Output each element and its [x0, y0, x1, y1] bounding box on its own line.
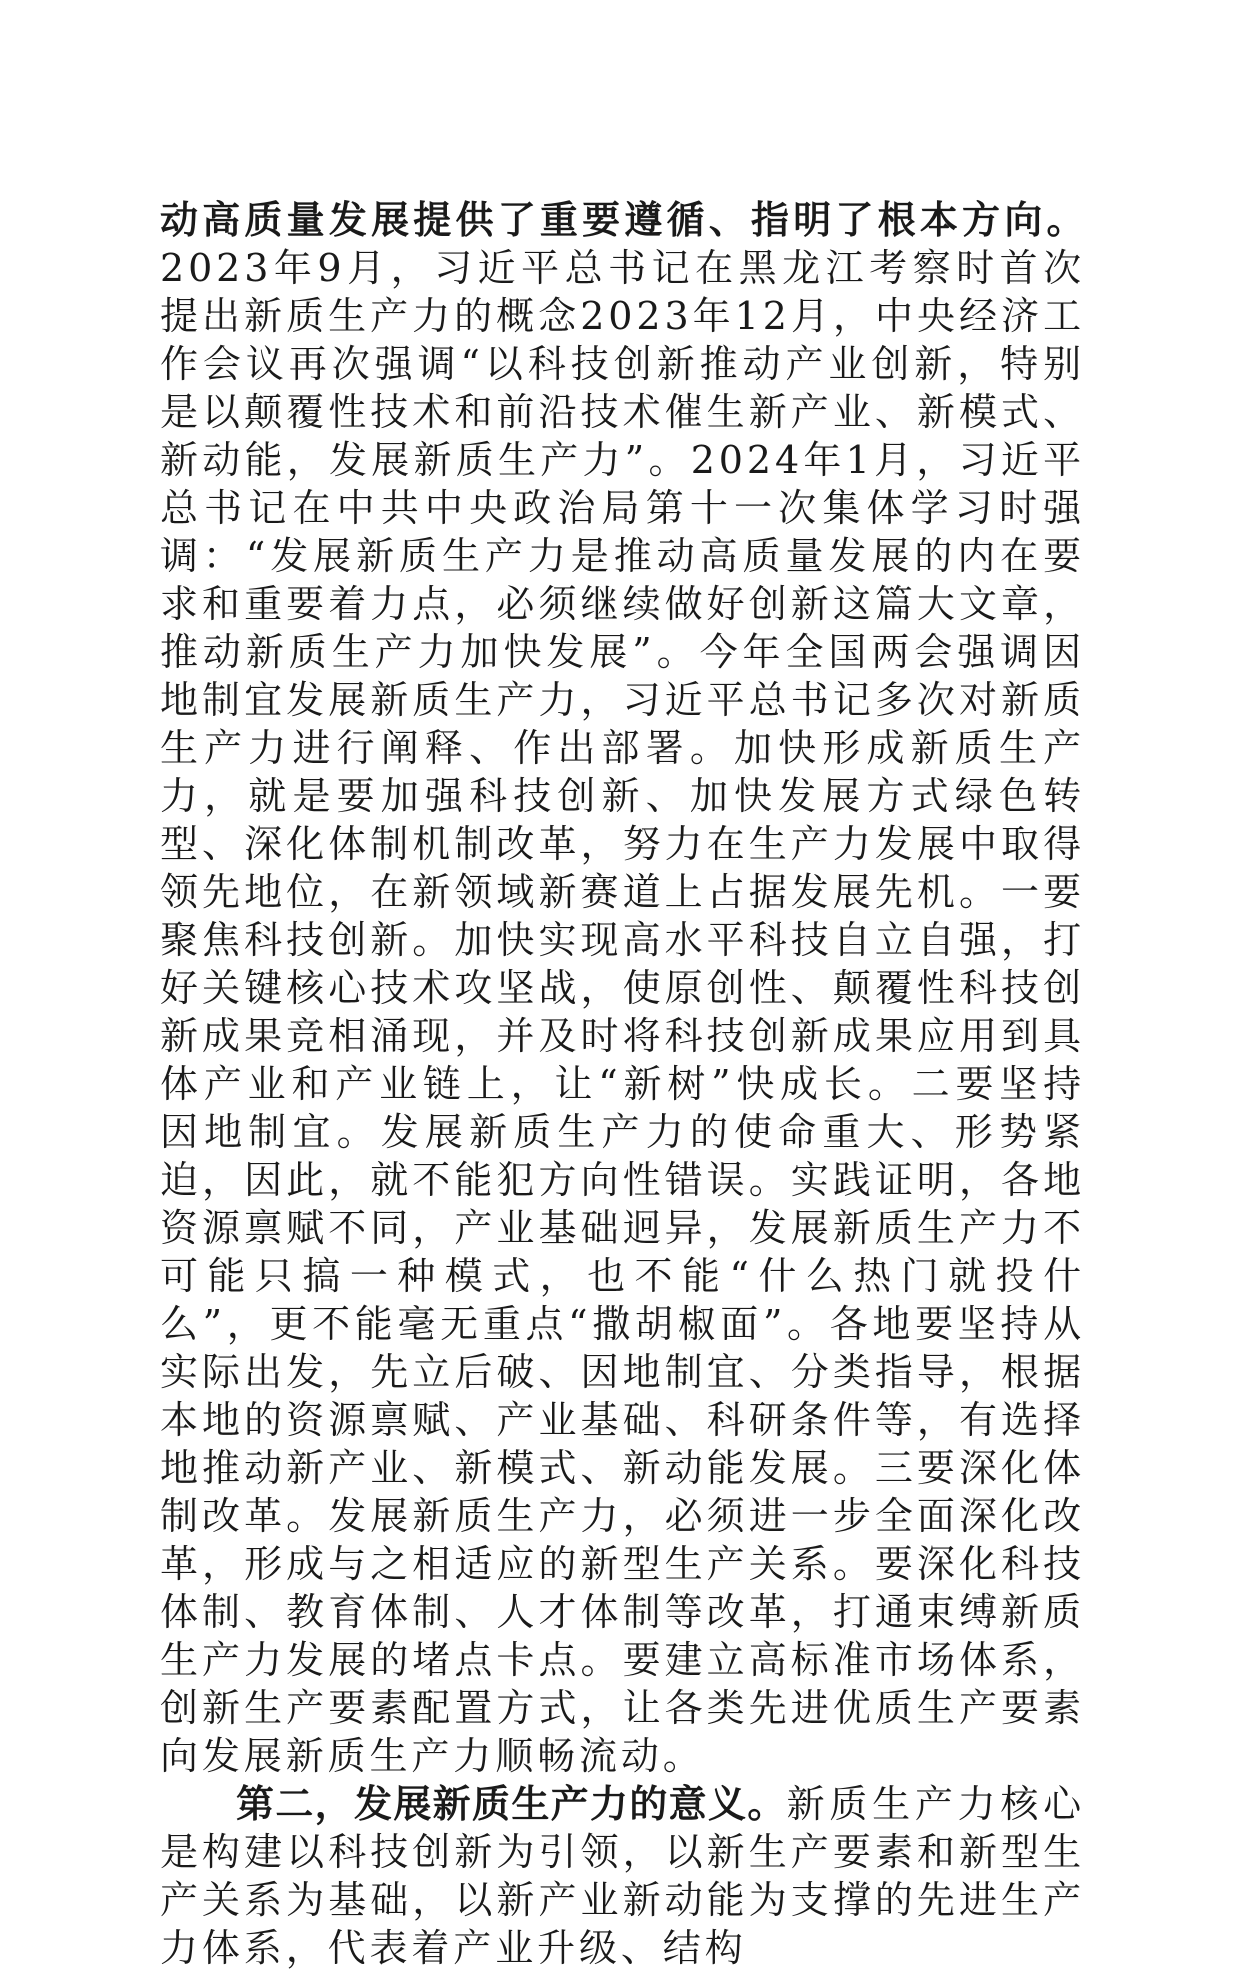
paragraph-1-lead: 动高质量发展提供了重要遵循、指明了根本方向。 [160, 197, 1085, 242]
paragraph-1 [160, 196, 1085, 1780]
document-page [160, 196, 1085, 1972]
paragraph-1-body: 2023年9月，习近平总书记在黑龙江考察时首次提出新质生产力的概念2023年12月，中央经济工作会议再次强调“以科技创新推动产业创新，特别是以颠覆性技术和前沿技术催生新产业、新模式、新动能，发展新质生产力”。2024年1月，习近平总书记在中共中央政治局第十一次集体学习时强调：“发展新质生产力是推动高质量发展的内在要求和重要着力点，必须继续做好创新这篇大文章，推动新质生产力加快发展”。今年全国两会强调因地制宜发展新质生产力，习近平总书记多次对新质生产力进行阐释、作出部署。加快形成新质生产力，就是要加强科技创新、加快发展方式绿色转型、深化体制机制改革，努力在生产力发展中取得领先地位，在新领域新赛道上占据发展先机。一要聚焦科技创新。加快实现高水平科技自立自强，打好关键核心技术攻坚战，使原创性、颠覆性科技创新成果竞相涌现，并及时将科技创新成果应用到具体产业和产业链上，让“新树”快成长。二要坚持因地制宜。发展新质生产力的使命重大、形势紧迫，因此，就不能犯方向性错误。实践证明，各地资源禀赋不同，产业基础迥异，发展新质生产力不可能只搞一种模式，也不能“什么热门就投什么”，更不能毫无重点“撒胡椒面”。各地要坚持从实际出发，先立后破、因地制宜、分类指导，根据本地的资源禀赋、产业基础、科研条件等，有选择地推动新产业、新模式、新动能发展。三要深化体制改革。发展新质生产力，必须进一步全面深化改革，形成与之相适应的新型生产关系。要深化科技体制、教育体制、人才体制等改革，打通束缚新质生产力发展的堵点卡点。要建立高标准市场体系，创新生产要素配置方式，让各类先进优质生产要素向发展新质生产力顺畅流动。 [160, 246, 1085, 1778]
paragraph-2 [160, 1780, 1085, 1972]
paragraph-2-lead: 第二，发展新质生产力的意义。 [236, 1781, 787, 1826]
paragraph-2-body: 新质生产力核心是构建以科技创新为引领，以新生产要素和新型生产关系为基础，以新产业新动能为支撑的先进生产力体系，代表着产业升级、结构 [160, 1782, 1085, 1970]
